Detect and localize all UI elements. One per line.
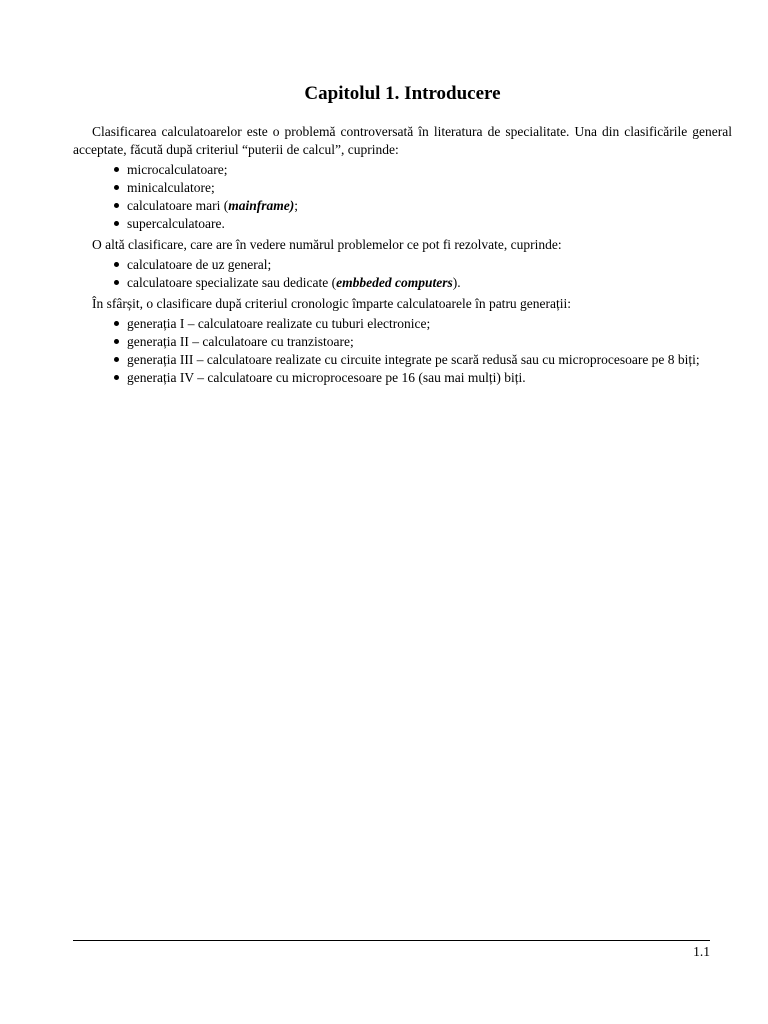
page-title: Capitolul 1. Introducere	[304, 83, 501, 104]
intro-paragraph: Clasificarea calculatoarelor este o problemă controversată în literatura de specialitate. Una din clasificările general acceptate, făcută după criteriul “puterii de calcul”, cuprinde:	[73, 124, 732, 157]
list-item: generația I – calculatoare realizate cu tuburi electronice;	[114, 315, 732, 333]
bullet-icon	[114, 280, 119, 285]
list-item: generația IV – calculatoare cu microprocesoare pe 16 (sau mai mulți) biți.	[114, 369, 732, 387]
list-item: calculatoare specializate sau dedicate (embbeded computers).	[114, 274, 732, 292]
list-item: calculatoare mari (mainframe);	[114, 197, 732, 215]
bullet-icon	[114, 203, 119, 208]
power-classification-list	[73, 161, 732, 233]
list-item: microcalculatoare;	[114, 161, 732, 179]
list-item: minicalculatore;	[114, 179, 732, 197]
list-item: generația III – calculatoare realizate cu circuite integrate pe scară redusă sau cu microprocesoare pe 8 biți;	[114, 351, 732, 369]
document-body	[73, 123, 732, 390]
bullet-icon	[114, 375, 119, 380]
page-number: 1.1	[693, 944, 710, 959]
bullet-icon	[114, 321, 119, 326]
list-item: generația II – calculatoare cu tranzistoare;	[114, 333, 732, 351]
purpose-classification-list	[73, 256, 732, 292]
bullet-icon	[114, 185, 119, 190]
bullet-icon	[114, 357, 119, 362]
footer-divider	[73, 940, 710, 941]
bullet-icon	[114, 262, 119, 267]
second-classification-paragraph: O altă clasificare, care are în vedere numărul problemelor ce pot fi rezolvate, cuprinde:	[92, 236, 562, 252]
list-item: supercalculatoare.	[114, 215, 732, 233]
bullet-icon	[114, 339, 119, 344]
bullet-icon	[114, 221, 119, 226]
list-item: calculatoare de uz general;	[114, 256, 732, 274]
chronological-paragraph: În sfârșit, o clasificare după criteriul cronologic împarte calculatoarele în patru generații:	[92, 295, 572, 311]
bullet-icon	[114, 167, 119, 172]
generations-list	[73, 315, 732, 387]
